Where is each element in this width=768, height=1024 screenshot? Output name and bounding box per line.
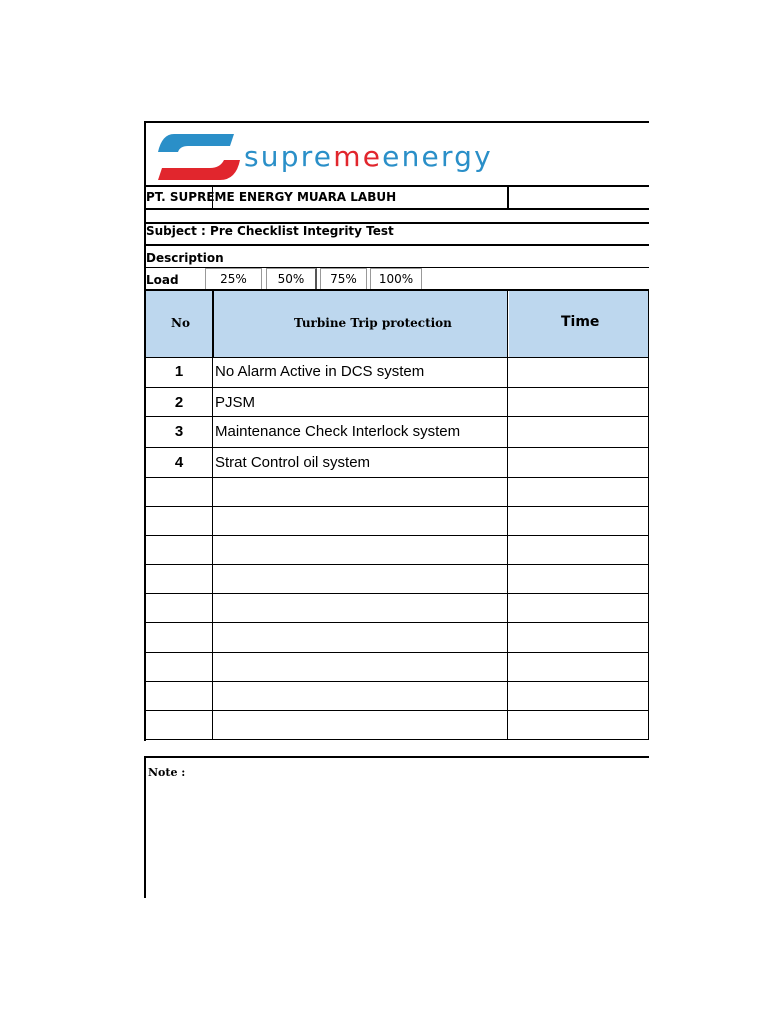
load-option-25[interactable]: 25% <box>205 268 262 290</box>
note-label: Note : <box>148 766 186 779</box>
company-name: PT. SUPREME ENERGY MUARA LABUH <box>146 190 397 204</box>
supreme-energy-logo-icon <box>154 130 244 184</box>
brand-name: supremeenergy <box>244 140 493 173</box>
row-2-number: 2 <box>174 394 184 411</box>
row-1-item: No Alarm Active in DCS system <box>215 363 425 380</box>
row-3-item: Maintenance Check Interlock system <box>215 423 461 440</box>
row-2-item: PJSM <box>215 394 256 411</box>
load-label: Load <box>146 273 179 287</box>
row-1-number: 1 <box>174 363 184 380</box>
load-option-75[interactable]: 75% <box>320 268 367 290</box>
row-3-number: 3 <box>174 423 184 440</box>
column-header-time: Time <box>561 314 600 330</box>
description-label: Description <box>146 251 224 265</box>
row-4-number: 4 <box>174 454 184 471</box>
load-option-50[interactable]: 50% <box>266 268 317 291</box>
subject-line: Subject : Pre Checklist Integrity Test <box>146 224 394 238</box>
column-header-turbine-trip: Turbine Trip protection <box>294 316 452 330</box>
row-4-item: Strat Control oil system <box>215 454 371 471</box>
load-option-100[interactable]: 100% <box>370 268 422 290</box>
column-header-no: No <box>171 316 190 330</box>
